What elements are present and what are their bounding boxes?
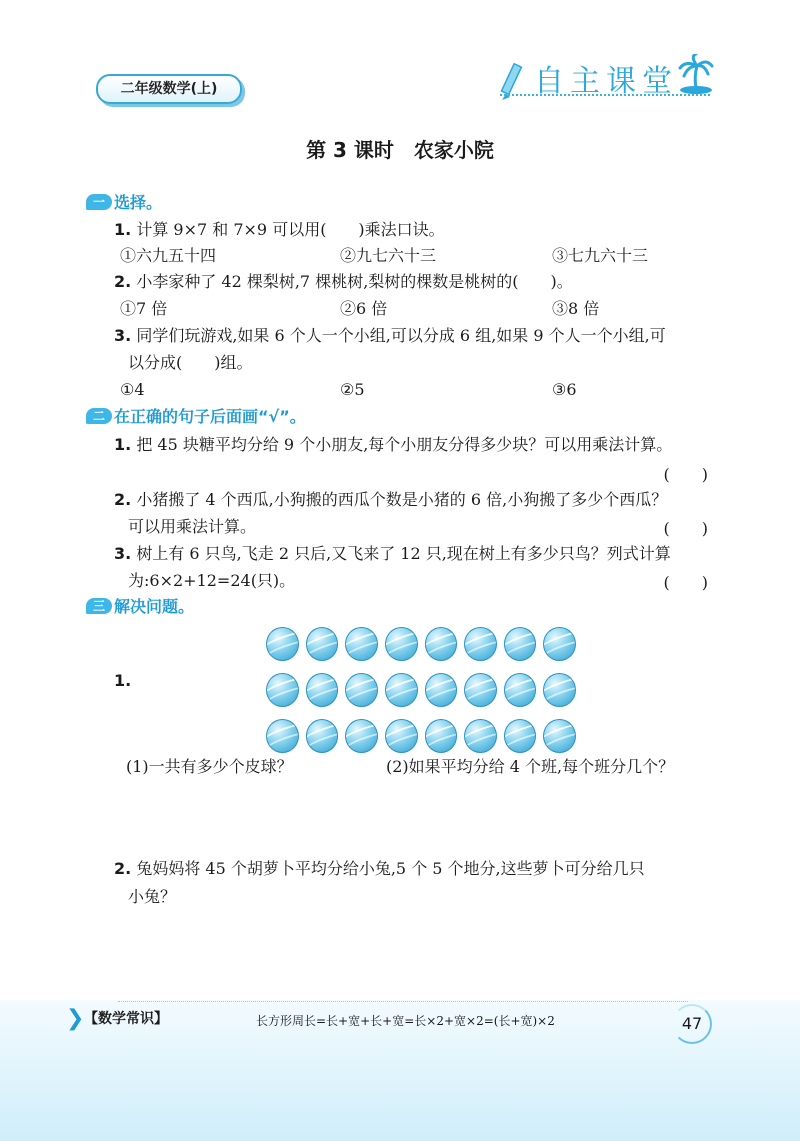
ball-icon xyxy=(425,673,458,707)
tip-text: 长方形周长=长+宽+长+宽=长×2+宽×2=(长+宽)×2 xyxy=(256,1014,555,1028)
answer-box[interactable]: ( ) xyxy=(663,573,708,592)
ball-row xyxy=(266,673,576,707)
section-number-badge: 一 xyxy=(86,194,112,210)
ball-icon xyxy=(385,627,418,661)
statement-text: 树上有 6 只鸟,飞走 2 只后,又飞来了 12 只,现在树上有多少只鸟？列式计算 xyxy=(136,544,671,563)
ball-icon xyxy=(306,719,339,753)
statement-text: 把 45 块糖平均分给 9 个小朋友,每个小朋友分得多少块？可以用乘法计算。 xyxy=(136,435,673,454)
answer-box[interactable]: ( ) xyxy=(663,465,708,484)
ball-icon xyxy=(306,627,339,661)
ball-icon xyxy=(543,673,576,707)
statement-text-cont: 可以用乘法计算。 xyxy=(128,517,257,536)
ball-icon xyxy=(385,719,418,753)
section-title: 解决问题。 xyxy=(114,597,195,616)
question-number: 2. xyxy=(114,490,132,509)
ball-row xyxy=(266,627,576,661)
sub-question-1: (1)一共有多少个皮球？ xyxy=(126,757,293,776)
question-number: 2. xyxy=(114,859,132,878)
ball-icon xyxy=(425,627,458,661)
option-b[interactable]: ②5 xyxy=(340,380,365,399)
section-header-problems xyxy=(86,596,194,618)
footer-divider xyxy=(118,1001,688,1002)
option-a[interactable]: ①六九五十四 xyxy=(120,246,217,265)
option-c[interactable]: ③七九六十三 xyxy=(552,246,649,265)
section-number-badge: 二 xyxy=(86,408,112,424)
option-b[interactable]: ②九七六十三 xyxy=(340,246,437,265)
header-divider xyxy=(500,94,710,96)
ball-icon xyxy=(266,673,299,707)
ball-icon xyxy=(464,673,497,707)
palm-island-icon xyxy=(676,54,716,96)
option-c[interactable]: ③8 倍 xyxy=(552,299,600,318)
ball-icon xyxy=(504,719,537,753)
question-number: 2. xyxy=(114,272,132,291)
ball-icon xyxy=(306,673,339,707)
ball-row xyxy=(266,719,576,753)
ball-icon xyxy=(345,719,378,753)
ball-icon xyxy=(543,719,576,753)
statement-2 xyxy=(114,489,667,511)
question-1 xyxy=(114,219,445,241)
ball-icon xyxy=(345,627,378,661)
section-header-choice xyxy=(86,192,162,214)
question-number: 3. xyxy=(114,326,132,345)
page-number: 47 xyxy=(672,1004,712,1044)
tip-label: 【数学常识】 xyxy=(84,1011,168,1027)
ball-icon xyxy=(266,719,299,753)
question-text: 小李家种了 42 棵梨树,7 棵桃树,梨树的棵数是桃树的( )。 xyxy=(136,272,573,291)
statement-text: 小猪搬了 4 个西瓜,小狗搬的西瓜个数是小猪的 6 倍,小狗搬了多少个西瓜？ xyxy=(136,490,668,509)
sub-question-2: (2)如果平均分给 4 个班,每个班分几个？ xyxy=(386,757,675,776)
ball-icon xyxy=(464,627,497,661)
question-text: 同学们玩游戏,如果 6 个人一个小组,可以分成 6 组,如果 9 个人一个小组,可 xyxy=(136,326,666,345)
statement-3 xyxy=(114,543,671,565)
question-number: 1. xyxy=(114,671,132,690)
question-2 xyxy=(114,271,573,293)
ball-icon xyxy=(425,719,458,753)
statement-1 xyxy=(114,434,672,456)
ball-icon xyxy=(504,627,537,661)
question-text-cont: 以分成( )组。 xyxy=(128,353,253,372)
question-3 xyxy=(114,325,666,347)
question-text: 计算 9×7 和 7×9 可以用( )乘法口诀。 xyxy=(136,220,445,239)
ball-icon xyxy=(543,627,576,661)
brand-title: 自主课堂 xyxy=(534,64,678,99)
option-a[interactable]: ①7 倍 xyxy=(120,299,168,318)
question-number: 1. xyxy=(114,435,132,454)
question-number: 3. xyxy=(114,544,132,563)
section-title: 在正确的句子后面画“√”。 xyxy=(114,407,306,426)
section-header-check xyxy=(86,406,306,428)
problem-text-cont: 小兔？ xyxy=(128,887,177,906)
ball-grid xyxy=(266,627,576,765)
ball-icon xyxy=(385,673,418,707)
answer-box[interactable]: ( ) xyxy=(663,519,708,538)
ball-icon xyxy=(464,719,497,753)
statement-text-cont: 为:6×2+12=24(只)。 xyxy=(128,571,296,590)
ball-icon xyxy=(266,627,299,661)
option-b[interactable]: ②6 倍 xyxy=(340,299,388,318)
problem-text: 兔妈妈将 45 个胡萝卜平均分给小兔,5 个 5 个地分,这些萝卜可分给几只 xyxy=(136,859,645,878)
grade-label: 二年级数学(上) xyxy=(96,74,242,104)
chevron-right-icon: ❯ xyxy=(66,1006,85,1031)
section-title: 选择。 xyxy=(114,193,163,212)
section-number-badge: 三 xyxy=(86,598,112,614)
ball-icon xyxy=(345,673,378,707)
question-number: 1. xyxy=(114,220,132,239)
option-c[interactable]: ③6 xyxy=(552,380,577,399)
option-a[interactable]: ①4 xyxy=(120,380,145,399)
problem-2 xyxy=(114,858,645,880)
lesson-title: 第 3 课时 农家小院 xyxy=(306,138,494,162)
ball-icon xyxy=(504,673,537,707)
